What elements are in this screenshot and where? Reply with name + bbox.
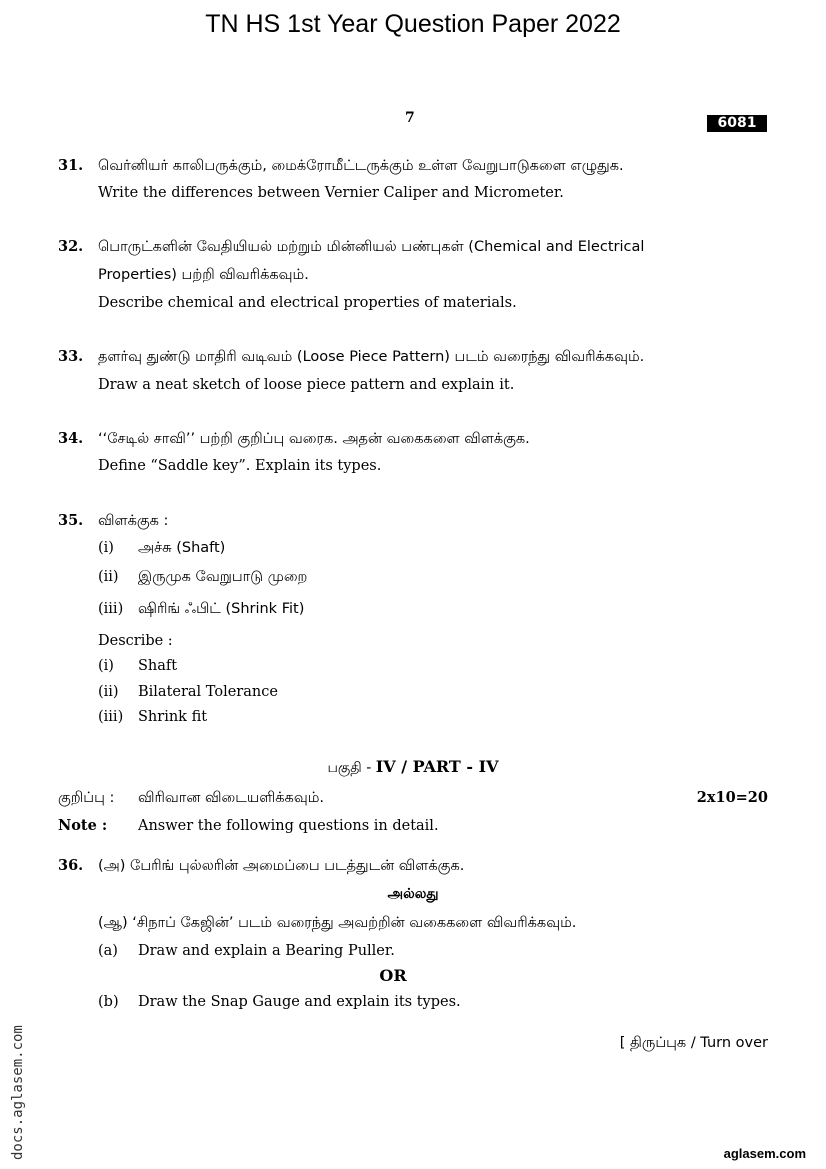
q33-tamil: தளர்வு துண்டு மாதிரி வடிவம் (Loose Piece Pattern) படம் வரைந்து விவரிக்கவும். (98, 349, 645, 365)
q31-tamil: வெர்னியர் காலிபருக்கும், மைக்ரோமீட்டருக்கும் உள்ள வேறுபாடுகளை எழுதுக. (98, 158, 624, 174)
q33-english: Draw a neat sketch of loose piece pattern and explain it. (98, 377, 515, 393)
q36-b-label: (b) (98, 994, 119, 1010)
q35-english-item-text: Bilateral Tolerance (138, 684, 278, 700)
page-number: 7 (405, 110, 415, 126)
q35-tamil-item-text: ஷிரிங் ஃபிட் (Shrink Fit) (138, 601, 305, 617)
part-iv-heading-english: IV / PART - IV (375, 757, 499, 776)
question-number-31: 31. (58, 157, 84, 174)
turn-over-label: [ திருப்புக / Turn over (619, 1035, 768, 1051)
page-header-title: TN HS 1st Year Question Paper 2022 (205, 10, 621, 38)
part-iv-heading (0, 757, 826, 778)
q36-a-tamil: (அ) பேரிங் புல்லரின் அமைப்பை படத்துடன் விளக்குக. (98, 858, 465, 874)
q35-english-item-label: (ii) (98, 684, 119, 700)
q35-tamil-item-text: இருமுக வேறுபாடு முறை (138, 569, 308, 585)
q35-english-heading: Describe : (98, 633, 173, 649)
q35-english-item-label: (iii) (98, 709, 124, 725)
note-tamil-label: குறிப்பு : (58, 790, 115, 806)
side-watermark: docs.aglasem.com (10, 1025, 26, 1160)
footer-watermark: aglasem.com (723, 1146, 806, 1161)
q36-or-english: OR (379, 966, 407, 985)
q35-english-item-text: Shaft (138, 658, 178, 674)
q32-tamil-line1: பொருட்களின் வேதியியல் மற்றும் மின்னியல் பண்புகள் (Chemical and Electrical (98, 239, 645, 255)
note-english-text: Answer the following questions in detail. (138, 818, 439, 834)
q36-or-tamil: அல்லது (387, 886, 439, 902)
note-tamil-text: விரிவான விடையளிக்கவும். (138, 790, 324, 806)
q36-a-label: (a) (98, 943, 118, 959)
q35-english-item-label: (i) (98, 658, 114, 674)
q34-tamil: ‘‘சேடில் சாவி’’ பற்றி குறிப்பு வரைக. அதன் வகைகளை விளக்குக. (98, 431, 530, 447)
marks-label: 2x10=20 (696, 789, 768, 806)
q35-tamil-item-text: அச்சு (Shaft) (138, 540, 226, 556)
q32-english: Describe chemical and electrical properties of materials. (98, 295, 517, 311)
q35-tamil-item-label: (i) (98, 540, 114, 556)
question-number-32: 32. (58, 238, 84, 255)
q35-tamil-item-label: (iii) (98, 601, 124, 617)
q31-english: Write the differences between Vernier Caliper and Micrometer. (98, 185, 564, 201)
q35-tamil-heading: விளக்குக : (98, 513, 169, 529)
q36-b-tamil: (ஆ) ‘சிநாப் கேஜின்’ படம் வரைந்து அவற்றின் வகைகளை விவரிக்கவும். (98, 915, 577, 931)
q32-tamil-line2: Properties) பற்றி விவரிக்கவும். (98, 267, 309, 283)
q35-tamil-item-label: (ii) (98, 569, 119, 585)
part-iv-heading-tamil: பகுதி - (327, 760, 376, 776)
q36-a-english: Draw and explain a Bearing Puller. (138, 943, 395, 959)
question-number-34: 34. (58, 430, 84, 447)
note-english-label: Note : (58, 817, 108, 834)
question-number-33: 33. (58, 348, 84, 365)
paper-code-badge: 6081 (707, 115, 767, 132)
question-number-36: 36. (58, 857, 84, 874)
question-number-35: 35. (58, 512, 84, 529)
q34-english: Define “Saddle key”. Explain its types. (98, 458, 382, 474)
q35-english-item-text: Shrink fit (138, 709, 208, 725)
q36-b-english: Draw the Snap Gauge and explain its types. (138, 994, 461, 1010)
